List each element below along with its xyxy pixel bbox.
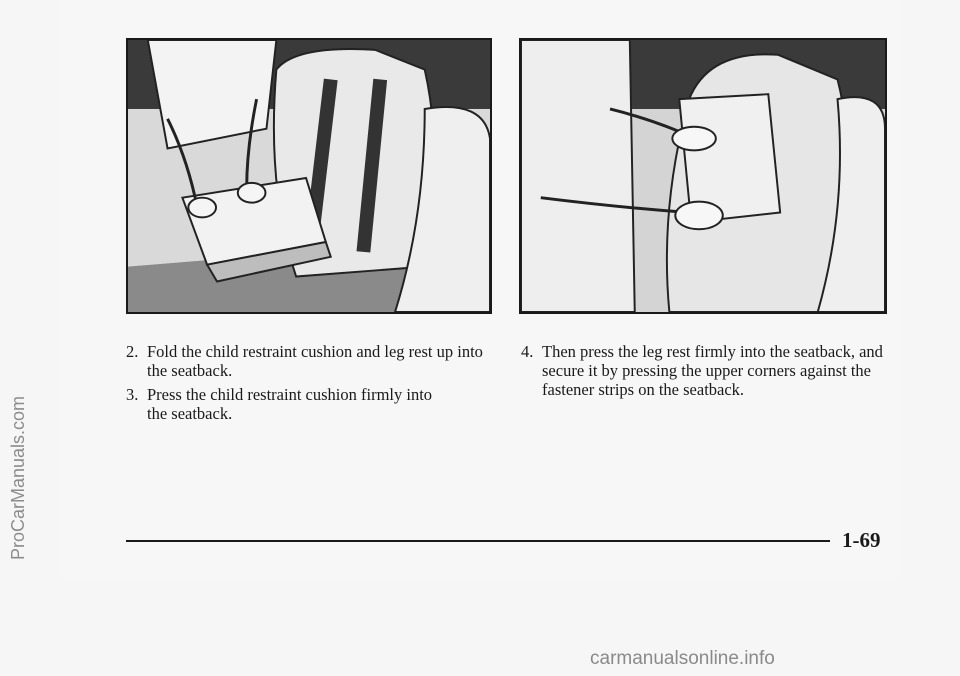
step-text-line: Fold the child restraint cushion and leg rest up into	[147, 342, 483, 361]
step-text	[147, 342, 483, 380]
step-text	[147, 385, 432, 423]
footer-rule	[126, 540, 830, 542]
step-number: 2.	[126, 342, 139, 361]
step-number: 4.	[521, 342, 534, 361]
step-text-line: Press the child restraint cushion firmly into	[147, 385, 433, 404]
step-text	[542, 342, 883, 399]
step-number: 3.	[126, 385, 139, 404]
step-text-line: fastener strips on the seatback.	[542, 380, 745, 399]
bottom-watermark: carmanualsonline.info	[590, 648, 775, 669]
press-leg-rest-drawing	[521, 40, 885, 312]
illustration-press-leg-rest	[519, 38, 887, 314]
fold-cushion-drawing	[128, 40, 490, 312]
step-text-line: secure it by pressing the upper corners against the	[542, 361, 871, 380]
step-text-line: the seatback.	[147, 404, 233, 423]
step-text-line: the seatback.	[147, 361, 233, 380]
side-watermark: ProCarManuals.com	[8, 395, 28, 560]
page-number: 1-69	[842, 528, 881, 552]
illustration-fold-cushion	[126, 38, 492, 314]
step-text-line: Then press the leg rest firmly into the seatback, and	[542, 342, 883, 361]
